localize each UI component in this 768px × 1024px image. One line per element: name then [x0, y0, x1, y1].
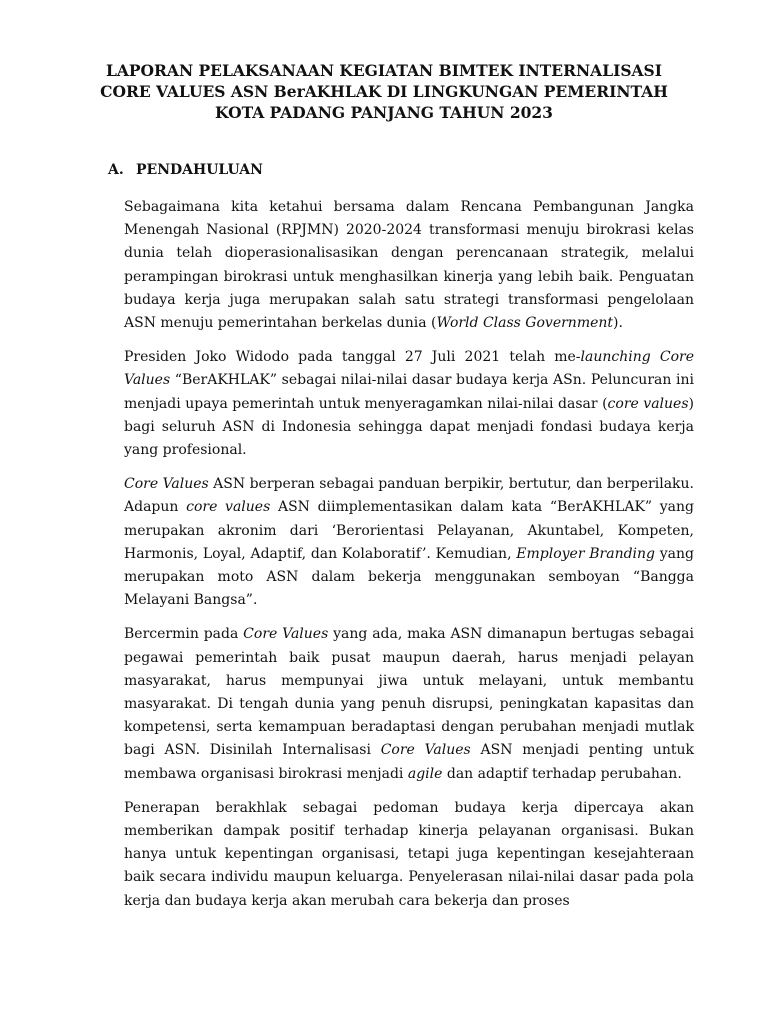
paragraph-text: dan adaptif terhadap perubahan.: [442, 765, 682, 782]
paragraph-italic-term: agile: [407, 765, 443, 782]
title-line-2: CORE VALUES ASN BerAKHLAK DI LINGKUNGAN PEMERINTAH: [100, 82, 668, 101]
paragraph-2: [124, 346, 694, 462]
paragraph-4: [124, 623, 694, 785]
paragraph-5: [124, 797, 694, 913]
paragraph-text: ).: [613, 315, 623, 332]
paragraph-italic-term: launching Core Values: [124, 349, 694, 389]
paragraph-italic-term: core values: [186, 499, 271, 516]
body-text: [124, 196, 694, 924]
paragraph-text: ASN diimplementasikan dalam kata “BerAKHLAK” yang merupakan akronim dari ‘Berorientasi Pelayanan, Akuntabel, Kompeten, Harmonis, Loyal, Adaptif, dan Kolaboratif’. Kemudian,: [124, 499, 694, 562]
section-title: PENDAHULUAN: [136, 162, 263, 178]
paragraph-italic-term: Core Values: [380, 742, 471, 759]
paragraph-italic-term: Employer Branding: [516, 545, 656, 562]
document-title: [80, 60, 688, 123]
paragraph-text: ASN menjadi penting untuk membawa organisasi birokrasi menjadi: [124, 742, 694, 782]
paragraph-italic-term: World Class Government: [436, 315, 614, 332]
paragraph-italic-term: Core Values: [243, 626, 329, 643]
paragraph-text: “BerAKHLAK” sebagai nilai-nilai dasar budaya kerja ASn. Peluncuran ini menjadi upaya pemerintah untuk menyeragamkan nilai-nilai dasar (: [124, 372, 694, 412]
paragraph-text: ) bagi seluruh ASN di Indonesia sehingga dapat menjadi fondasi budaya kerja yang profesional.: [124, 395, 694, 459]
paragraph-italic-term: core values: [607, 395, 689, 412]
title-line-3: KOTA PADANG PANJANG TAHUN 2023: [215, 103, 553, 122]
paragraph-1: [124, 196, 694, 335]
paragraph-text: yang merupakan moto ASN dalam bekerja menggunakan semboyan “Bangga Melayani Bangsa”.: [124, 545, 695, 609]
paragraph-text: Sebagaimana kita ketahui bersama dalam Rencana Pembangunan Jangka Menengah Nasional (RPJMN) 2020-2024 transformasi menuju birokrasi kelas dunia telah dioperasionalisasikan dengan perencanaan strategik, melalui perampingan birokrasi untuk menghasilkan kinerja yang lebih baik. Penguatan budaya kerja juga merupakan salah satu strategi transformasi pengelolaan ASN menuju pemerintahan berkelas dunia (: [124, 199, 694, 332]
section-heading: [108, 160, 263, 180]
section-number: A.: [108, 162, 124, 178]
title-line-1: LAPORAN PELAKSANAAN KEGIATAN BIMTEK INTERNALISASI: [105, 61, 663, 80]
paragraph-text: yang ada, maka ASN dimanapun bertugas sebagai pegawai pemerintah baik pusat maupun daerah, harus menjadi pelayan masyarakat, harus mempunyai jiwa untuk melayani, untuk membantu masyarakat. Di tengah dunia yang penuh disrupsi, peningkatan kapasitas dan kompetensi, serta kemampuan beradaptasi dengan perubahan menjadi mutlak bagi ASN. Disinilah Internalisasi: [124, 626, 694, 759]
paragraph-text: Penerapan berakhlak sebagai pedoman budaya kerja dipercaya akan memberikan dampak positif terhadap kinerja pelayanan organisasi. Bukan hanya untuk kepentingan organisasi, tetapi juga kepentingan kesejahteraan baik secara individu maupun keluarga. Penyelerasan nilai-nilai dasar pada pola kerja dan budaya kerja akan merubah cara bekerja dan proses: [124, 799, 694, 909]
paragraph-italic-term: Core Values: [124, 476, 209, 493]
paragraph-text: Presiden Joko Widodo pada tanggal 27 Juli 2021 telah me-: [124, 349, 581, 366]
paragraph-3: [124, 473, 694, 612]
paragraph-text: Bercermin pada: [124, 626, 244, 643]
paragraph-text: ASN berperan sebagai panduan berpikir, bertutur, dan berperilaku. Adapun: [124, 476, 694, 516]
